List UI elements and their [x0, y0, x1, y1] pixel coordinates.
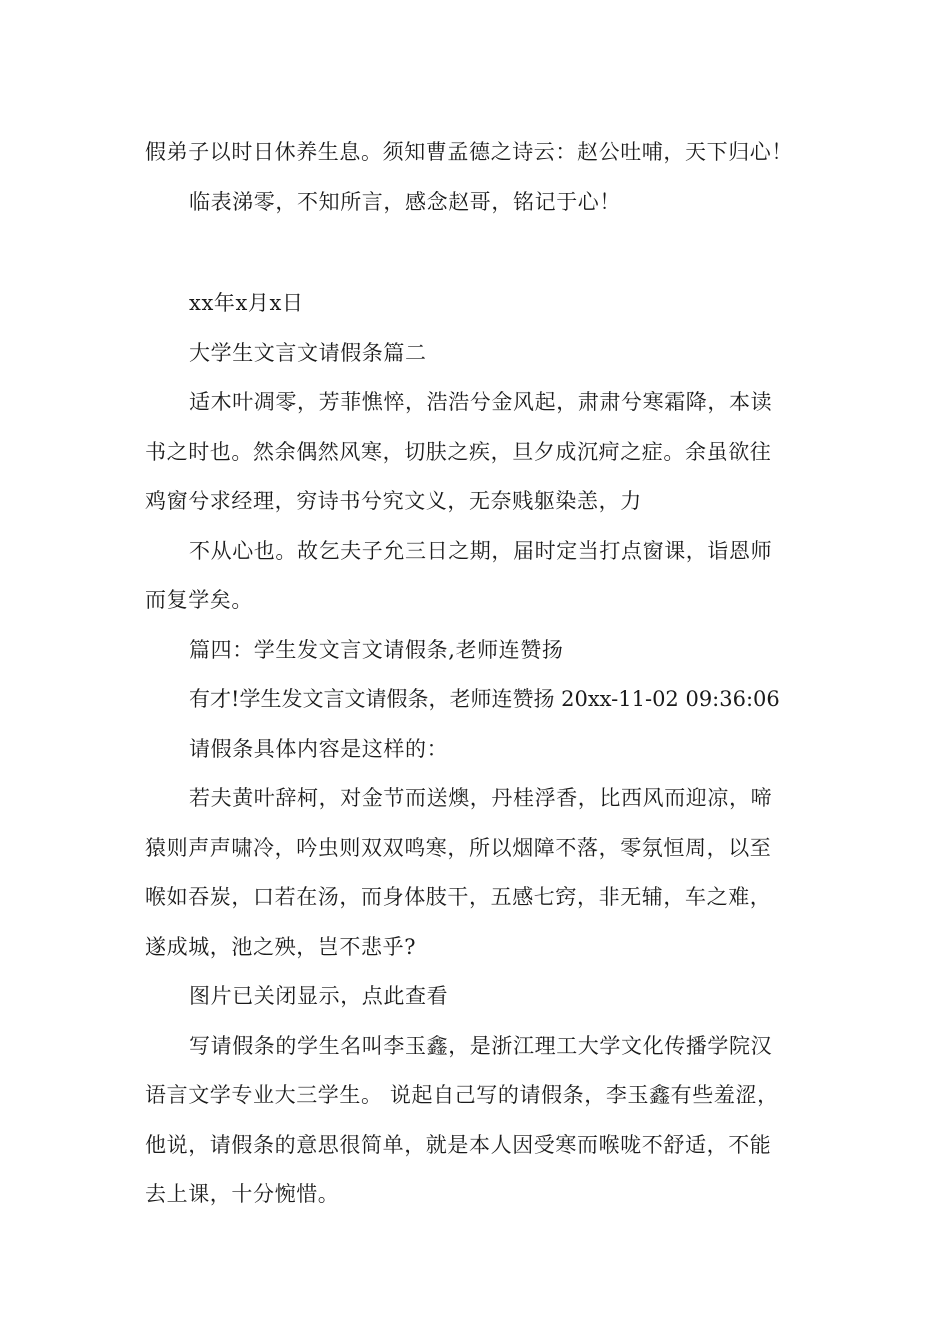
text-line: 喉如吞炭，口若在汤，而身体肢干，五感七窍，非无辅，车之难， [145, 885, 772, 909]
section-heading: 篇四：学生发文言文请假条,老师连赞扬 [189, 637, 564, 662]
text-line: 鸡窗兮求经理，穷诗书兮究文义，无奈贱躯染恙，力 [145, 489, 642, 513]
date-line: xx年x月x日 [189, 291, 304, 315]
text-line: 写请假条的学生名叫李玉鑫，是浙江理工大学文化传播学院汉 [189, 1033, 773, 1058]
text-line: 假弟子以时日休养生息。须知曹孟德之诗云：赵公吐哺，天下归心！ [145, 140, 793, 164]
text-line: 书之时也。然余偶然风寒，切肤之疾，旦夕成沉疴之症。余虽欲往 [145, 439, 772, 464]
document-body [145, 128, 810, 1220]
text-line: 有才!学生发文言文请假条，老师连赞扬 20xx-11-02 09:36:06 [189, 687, 780, 711]
text-line: 而复学矣。 [145, 588, 253, 612]
text-line: 他说，请假条的意思很简单，就是本人因受寒而喉咙不舒适，不能 [145, 1132, 772, 1157]
text-line: 若夫黄叶辞柯，对金节而送燠，丹桂浮香，比西风而迎凉，啼 [189, 786, 773, 810]
text-line: 请假条具体内容是这样的： [189, 736, 449, 761]
text-line: 临表涕零，不知所言，感念赵哥，铭记于心！ [189, 189, 621, 214]
section-heading: 大学生文言文请假条篇二 [189, 340, 427, 365]
text-line: 去上课，十分惋惜。 [145, 1182, 340, 1206]
text-line: 遂成城，池之殃，岂不悲乎? [145, 934, 417, 959]
text-line: 适木叶凋零，芳菲憔悴，浩浩兮金风起，肃肃兮寒霜降，本读 [189, 390, 773, 414]
image-placeholder-text: 图片已关闭显示，点此查看 [189, 984, 449, 1008]
text-line: 猿则声声啸冷，吟虫则双双鸣寒，所以烟障不落，零氛恒周，以至 [145, 835, 772, 860]
text-line: 不从心也。故乞夫子允三日之期，届时定当打点窗课，诣恩师 [189, 538, 773, 563]
text-line: 语言文学专业大三学生。 说起自己写的请假条，李玉鑫有些羞涩， [145, 1083, 779, 1107]
blank-spacer [145, 227, 810, 279]
